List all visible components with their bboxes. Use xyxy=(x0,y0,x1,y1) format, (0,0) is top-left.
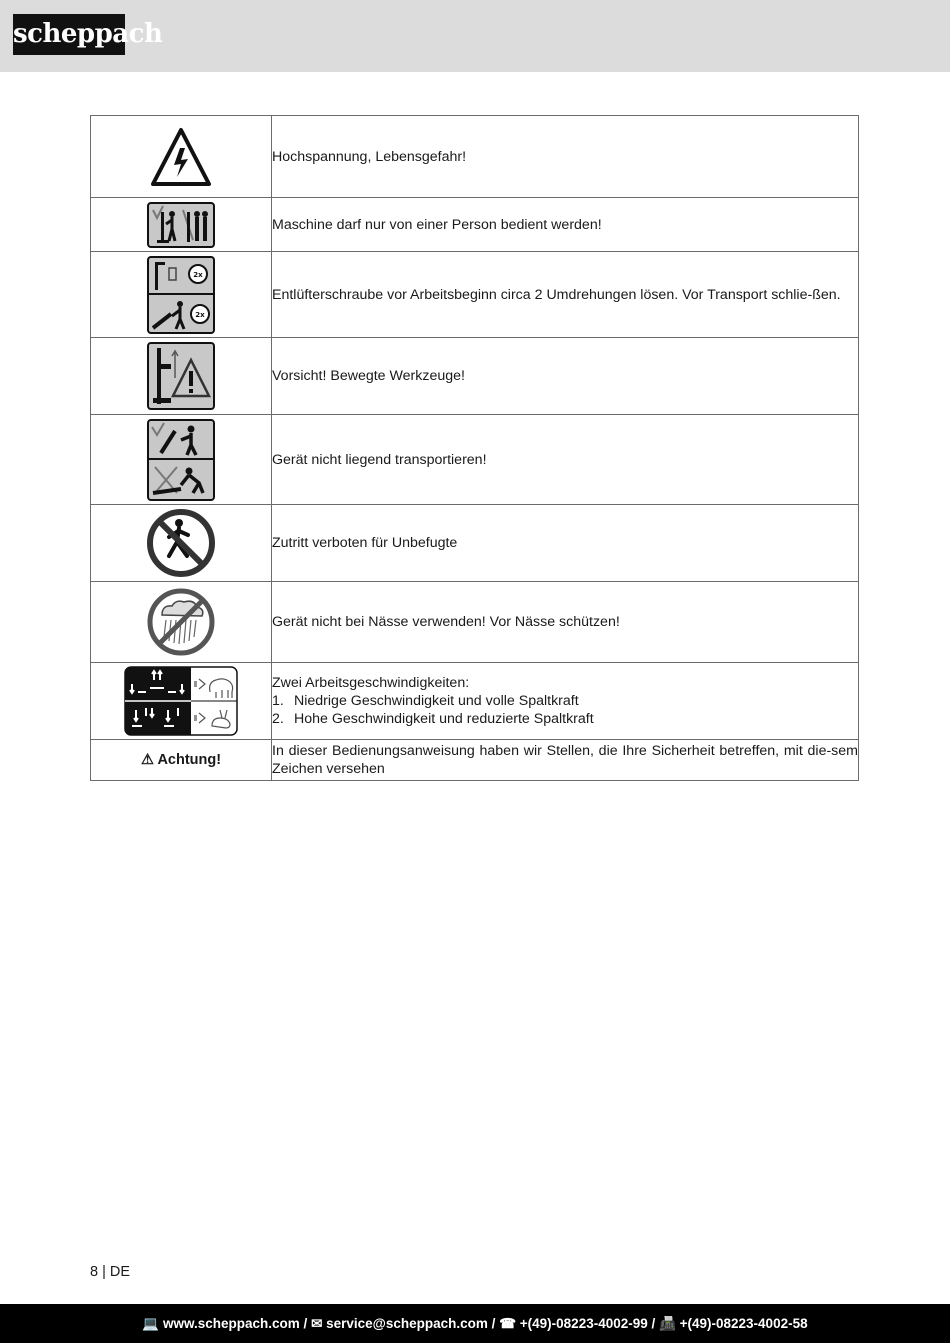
table-row xyxy=(91,252,859,338)
svg-text:2x: 2x xyxy=(195,310,205,319)
row-text: In dieser Bedienungsanweisung haben wir Stellen, die Ihre Sicherheit betreffen, mit die-sem Zeichen versehen xyxy=(272,740,859,781)
row-text: Vorsicht! Bewegte Werkzeuge! xyxy=(272,338,859,415)
table-row xyxy=(91,116,859,198)
table-row xyxy=(91,582,859,663)
one-person-operation-icon xyxy=(147,202,215,248)
computer-icon: 💻 xyxy=(142,1316,160,1331)
safety-symbols-table xyxy=(90,115,859,781)
email-link[interactable]: service@scheppach.com xyxy=(326,1316,488,1331)
row-text: Hochspannung, Lebensgefahr! xyxy=(272,116,859,198)
list-item: 2. Hohe Geschwindigkeit und reduzierte Spaltkraft xyxy=(272,711,594,727)
phone-number: +(49)-08223-4002-99 xyxy=(519,1316,648,1331)
page-footer: 💻 www.scheppach.com / ✉ service@scheppach.com / ☎ +(49)-08223-4002-99 / 📠 +(49)-08223-4002-58 xyxy=(0,1304,950,1343)
website-link[interactable]: www.scheppach.com xyxy=(162,1316,300,1331)
no-wet-use-icon xyxy=(146,587,216,657)
table-row xyxy=(91,505,859,582)
mail-icon: ✉ xyxy=(311,1316,323,1331)
fax-icon: 📠 xyxy=(659,1316,676,1331)
table-row xyxy=(91,338,859,415)
row-text: Gerät nicht bei Nässe verwenden! Vor Nässe schützen! xyxy=(272,582,859,663)
high-voltage-warning-icon xyxy=(150,126,212,188)
fax-number: +(49)-08223-4002-58 xyxy=(679,1316,808,1331)
page-header xyxy=(0,0,950,72)
row-text: Zwei Arbeitsgeschwindigkeiten: xyxy=(272,675,470,691)
no-unauthorized-entry-icon xyxy=(146,508,216,578)
attention-label: ⚠ Achtung! xyxy=(140,752,222,768)
row-text: Maschine darf nur von einer Person bedient werden! xyxy=(272,198,859,252)
moving-tools-warning-icon xyxy=(147,342,215,410)
warning-icon: ⚠ xyxy=(140,752,154,768)
list-item: 1. Niedrige Geschwindigkeit und volle Spaltkraft xyxy=(272,693,579,709)
two-speeds-icon xyxy=(124,666,238,736)
svg-text:2x: 2x xyxy=(193,270,203,279)
table-row xyxy=(91,198,859,252)
row-text: Gerät nicht liegend transportieren! xyxy=(272,415,859,505)
table-row xyxy=(91,415,859,505)
row-text: Zutritt verboten für Unbefugte xyxy=(272,505,859,582)
page-number: 8 | DE xyxy=(90,1264,131,1280)
table-row xyxy=(91,740,859,781)
table-row xyxy=(91,663,859,740)
scheppach-logo: scheppach xyxy=(13,14,125,55)
no-lying-transport-icon xyxy=(147,419,215,501)
row-text: Entlüfterschraube vor Arbeitsbeginn circa 2 Umdrehungen lösen. Vor Transport schlie-ßen. xyxy=(272,252,859,338)
phone-icon: ☎ xyxy=(499,1316,517,1331)
vent-screw-icon xyxy=(147,256,215,334)
